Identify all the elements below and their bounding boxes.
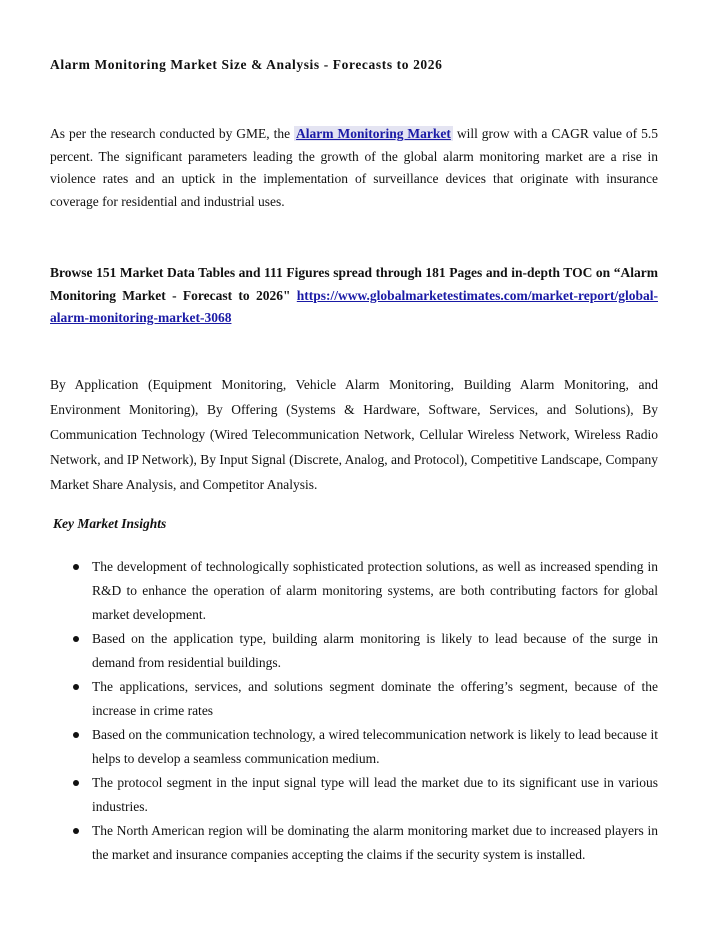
list-item — [50, 627, 658, 675]
insight-text: The protocol segment in the input signal type will lead the market due to its significant use in various industries. — [92, 775, 658, 814]
bullet-icon — [73, 564, 79, 570]
intro-text-after: will grow with a CAGR value of 5.5 percent. The significant parameters leading the growth of the global alarm monitoring market are a rise in violence rates and an uptick in the implementation of surveillance devices that originate with insurance coverage for residential and industrial uses. — [50, 126, 658, 209]
list-item — [50, 723, 658, 771]
list-item — [50, 555, 658, 627]
key-market-insights-heading: Key Market Insights — [53, 516, 167, 531]
bullet-icon — [73, 828, 79, 834]
browse-paragraph — [50, 262, 658, 330]
browse-text: Browse 151 Market Data Tables and 111 Figures spread through 181 Pages and in-depth TOC on “Alarm Monitoring Market - Forecast to 2026" — [50, 265, 658, 303]
insight-text: The North American region will be dominating the alarm monitoring market due to increased players in the market and insurance companies accepting the claims if the security system is installed. — [92, 823, 658, 862]
intro-text-before: As per the research conducted by GME, the — [50, 126, 295, 141]
insight-text: Based on the communication technology, a wired telecommunication network is likely to lead because it helps to develop a seamless communication medium. — [92, 727, 658, 766]
bullet-icon — [73, 780, 79, 786]
insight-text: Based on the application type, building alarm monitoring is likely to lead because of the surge in demand from residential buildings. — [92, 631, 658, 670]
list-item — [50, 675, 658, 723]
bullet-icon — [73, 684, 79, 690]
report-url-link[interactable]: https://www.globalmarketestimates.com/market-report/global-alarm-monitoring-market-3068 — [50, 287, 658, 325]
list-item — [50, 771, 658, 819]
list-item — [50, 819, 658, 867]
insights-list — [50, 555, 658, 867]
bullet-icon — [73, 732, 79, 738]
alarm-monitoring-market-link[interactable]: Alarm Monitoring Market — [296, 126, 451, 141]
segments-paragraph: By Application (Equipment Monitoring, Vehicle Alarm Monitoring, Building Alarm Monitoring, and Environment Monitoring), By Offering (Systems & Hardware, Software, Services, and Solutions), By Communication Technology (Wired Telecommunication Network, Cellular Wireless Network, Wireless Radio Network, and IP Network), By Input Signal (Discrete, Analog, and Protocol), Competitive Landscape, Company Market Share Analysis, and Competitor Analysis. — [50, 377, 659, 492]
insight-text: The applications, services, and solutions segment dominate the offering’s segment, because of the increase in crime rates — [92, 679, 658, 718]
bullet-icon — [73, 636, 79, 642]
document-title: Alarm Monitoring Market Size & Analysis - Forecasts to 2026 — [50, 57, 443, 72]
insight-text: The development of technologically sophisticated protection solutions, as well as increased spending in R&D to enhance the operation of alarm monitoring systems, are both contributing factors for global market development. — [92, 559, 658, 622]
intro-paragraph — [50, 123, 658, 213]
